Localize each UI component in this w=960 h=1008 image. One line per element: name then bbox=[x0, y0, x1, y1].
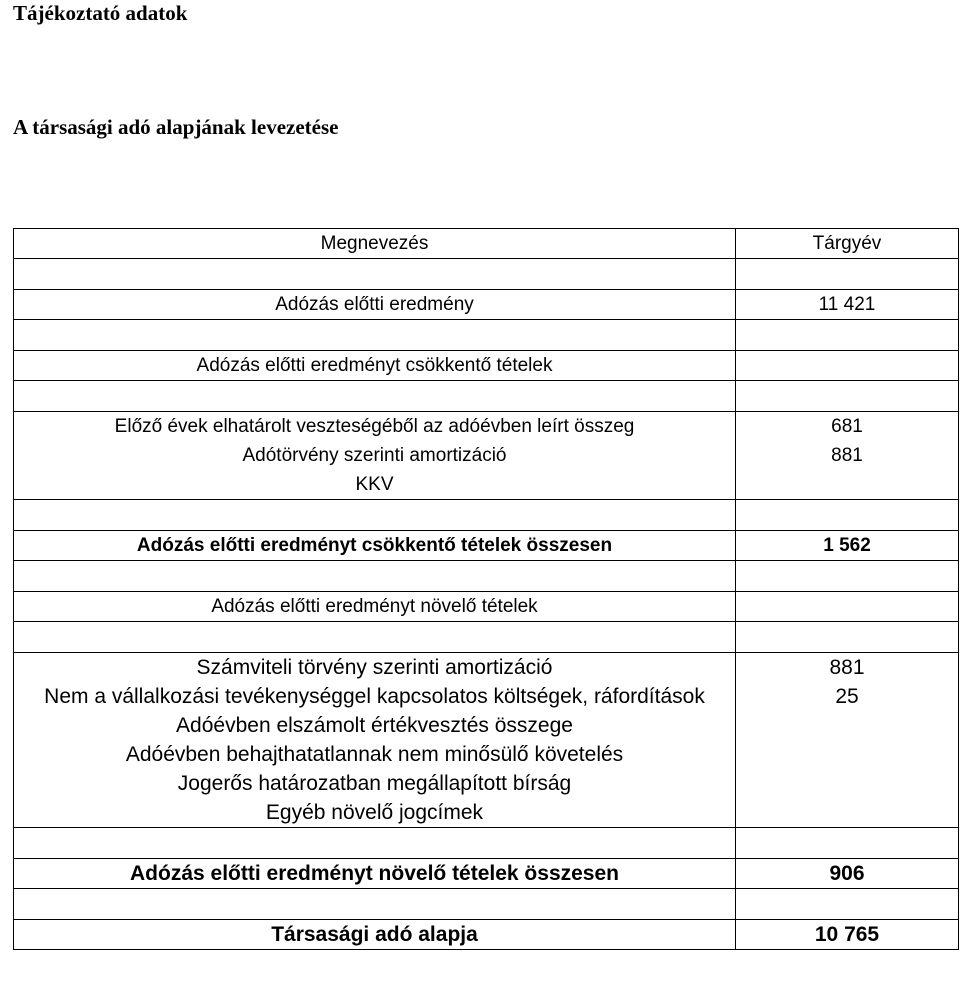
row-label: Adózás előtti eredményt csökkentő tételek bbox=[14, 351, 736, 381]
spacer-cell bbox=[14, 561, 736, 592]
pretax-result-row bbox=[14, 290, 959, 320]
increase-total-row bbox=[14, 859, 959, 889]
table-spacer-row bbox=[14, 500, 959, 531]
row-label: Adóévben behajthatatlannak nem minősülő követelés bbox=[14, 740, 736, 769]
decrease-total-row bbox=[14, 531, 959, 561]
row-value: 881 bbox=[736, 441, 959, 470]
document-title: Tájékoztató adatok bbox=[13, 1, 188, 25]
section-title: A társasági adó alapjának levezetése bbox=[13, 115, 339, 139]
row-value: 1 562 bbox=[736, 531, 959, 561]
row-value: 25 bbox=[736, 682, 959, 711]
row-value: 10 765 bbox=[736, 920, 959, 950]
spacer-cell bbox=[736, 828, 959, 859]
row-label: KKV bbox=[14, 470, 736, 500]
table-spacer-row bbox=[14, 828, 959, 859]
decrease-title-row bbox=[14, 351, 959, 381]
row-label: Adóévben elszámolt értékvesztés összege bbox=[14, 711, 736, 740]
tax-base-row bbox=[14, 920, 959, 950]
table-spacer-row bbox=[14, 889, 959, 920]
header-value-cell: Tárgyév bbox=[736, 229, 959, 259]
increase-item-row bbox=[14, 769, 959, 798]
spacer-cell bbox=[736, 622, 959, 653]
increase-item-row bbox=[14, 711, 959, 740]
row-label: Előző évek elhatárolt veszteségéből az adóévben leírt összeg bbox=[14, 412, 736, 442]
spacer-cell bbox=[736, 259, 959, 290]
decrease-item-row bbox=[14, 441, 959, 470]
row-label: Egyéb növelő jogcímek bbox=[14, 798, 736, 828]
row-label: Számviteli törvény szerinti amortizáció bbox=[14, 653, 736, 683]
spacer-cell bbox=[14, 259, 736, 290]
increase-item-row bbox=[14, 798, 959, 828]
increase-item-row bbox=[14, 740, 959, 769]
row-value bbox=[736, 798, 959, 828]
row-label: Adózás előtti eredményt növelő tételek összesen bbox=[14, 859, 736, 889]
tax-base-table bbox=[13, 228, 959, 950]
row-label: Adótörvény szerinti amortizáció bbox=[14, 441, 736, 470]
spacer-cell bbox=[736, 320, 959, 351]
spacer-cell bbox=[14, 622, 736, 653]
row-value bbox=[736, 769, 959, 798]
row-value: 11 421 bbox=[736, 290, 959, 320]
table-spacer-row bbox=[14, 561, 959, 592]
row-label: Társasági adó alapja bbox=[14, 920, 736, 950]
row-label: Jogerős határozatban megállapított bírság bbox=[14, 769, 736, 798]
table-spacer-row bbox=[14, 381, 959, 412]
table-spacer-row bbox=[14, 259, 959, 290]
spacer-cell bbox=[14, 500, 736, 531]
row-label: Nem a vállalkozási tevékenységgel kapcsolatos költségek, ráfordítások bbox=[14, 682, 736, 711]
spacer-cell bbox=[736, 561, 959, 592]
increase-title-row bbox=[14, 592, 959, 622]
decrease-item-row bbox=[14, 412, 959, 442]
spacer-cell bbox=[736, 381, 959, 412]
spacer-cell bbox=[14, 320, 736, 351]
row-value bbox=[736, 592, 959, 622]
row-label: Adózás előtti eredmény bbox=[14, 290, 736, 320]
spacer-cell bbox=[14, 889, 736, 920]
row-value bbox=[736, 711, 959, 740]
row-value bbox=[736, 740, 959, 769]
increase-item-row bbox=[14, 653, 959, 683]
increase-item-row bbox=[14, 682, 959, 711]
row-label: Adózás előtti eredményt növelő tételek bbox=[14, 592, 736, 622]
row-value: 881 bbox=[736, 653, 959, 683]
row-value: 681 bbox=[736, 412, 959, 442]
header-name-cell: Megnevezés bbox=[14, 229, 736, 259]
spacer-cell bbox=[14, 381, 736, 412]
table-header-row bbox=[14, 229, 959, 259]
spacer-cell bbox=[14, 828, 736, 859]
row-value bbox=[736, 351, 959, 381]
decrease-item-row bbox=[14, 470, 959, 500]
spacer-cell bbox=[736, 500, 959, 531]
table-spacer-row bbox=[14, 320, 959, 351]
row-label: Adózás előtti eredményt csökkentő tételek összesen bbox=[14, 531, 736, 561]
spacer-cell bbox=[736, 889, 959, 920]
row-value: 906 bbox=[736, 859, 959, 889]
row-value bbox=[736, 470, 959, 500]
table-spacer-row bbox=[14, 622, 959, 653]
